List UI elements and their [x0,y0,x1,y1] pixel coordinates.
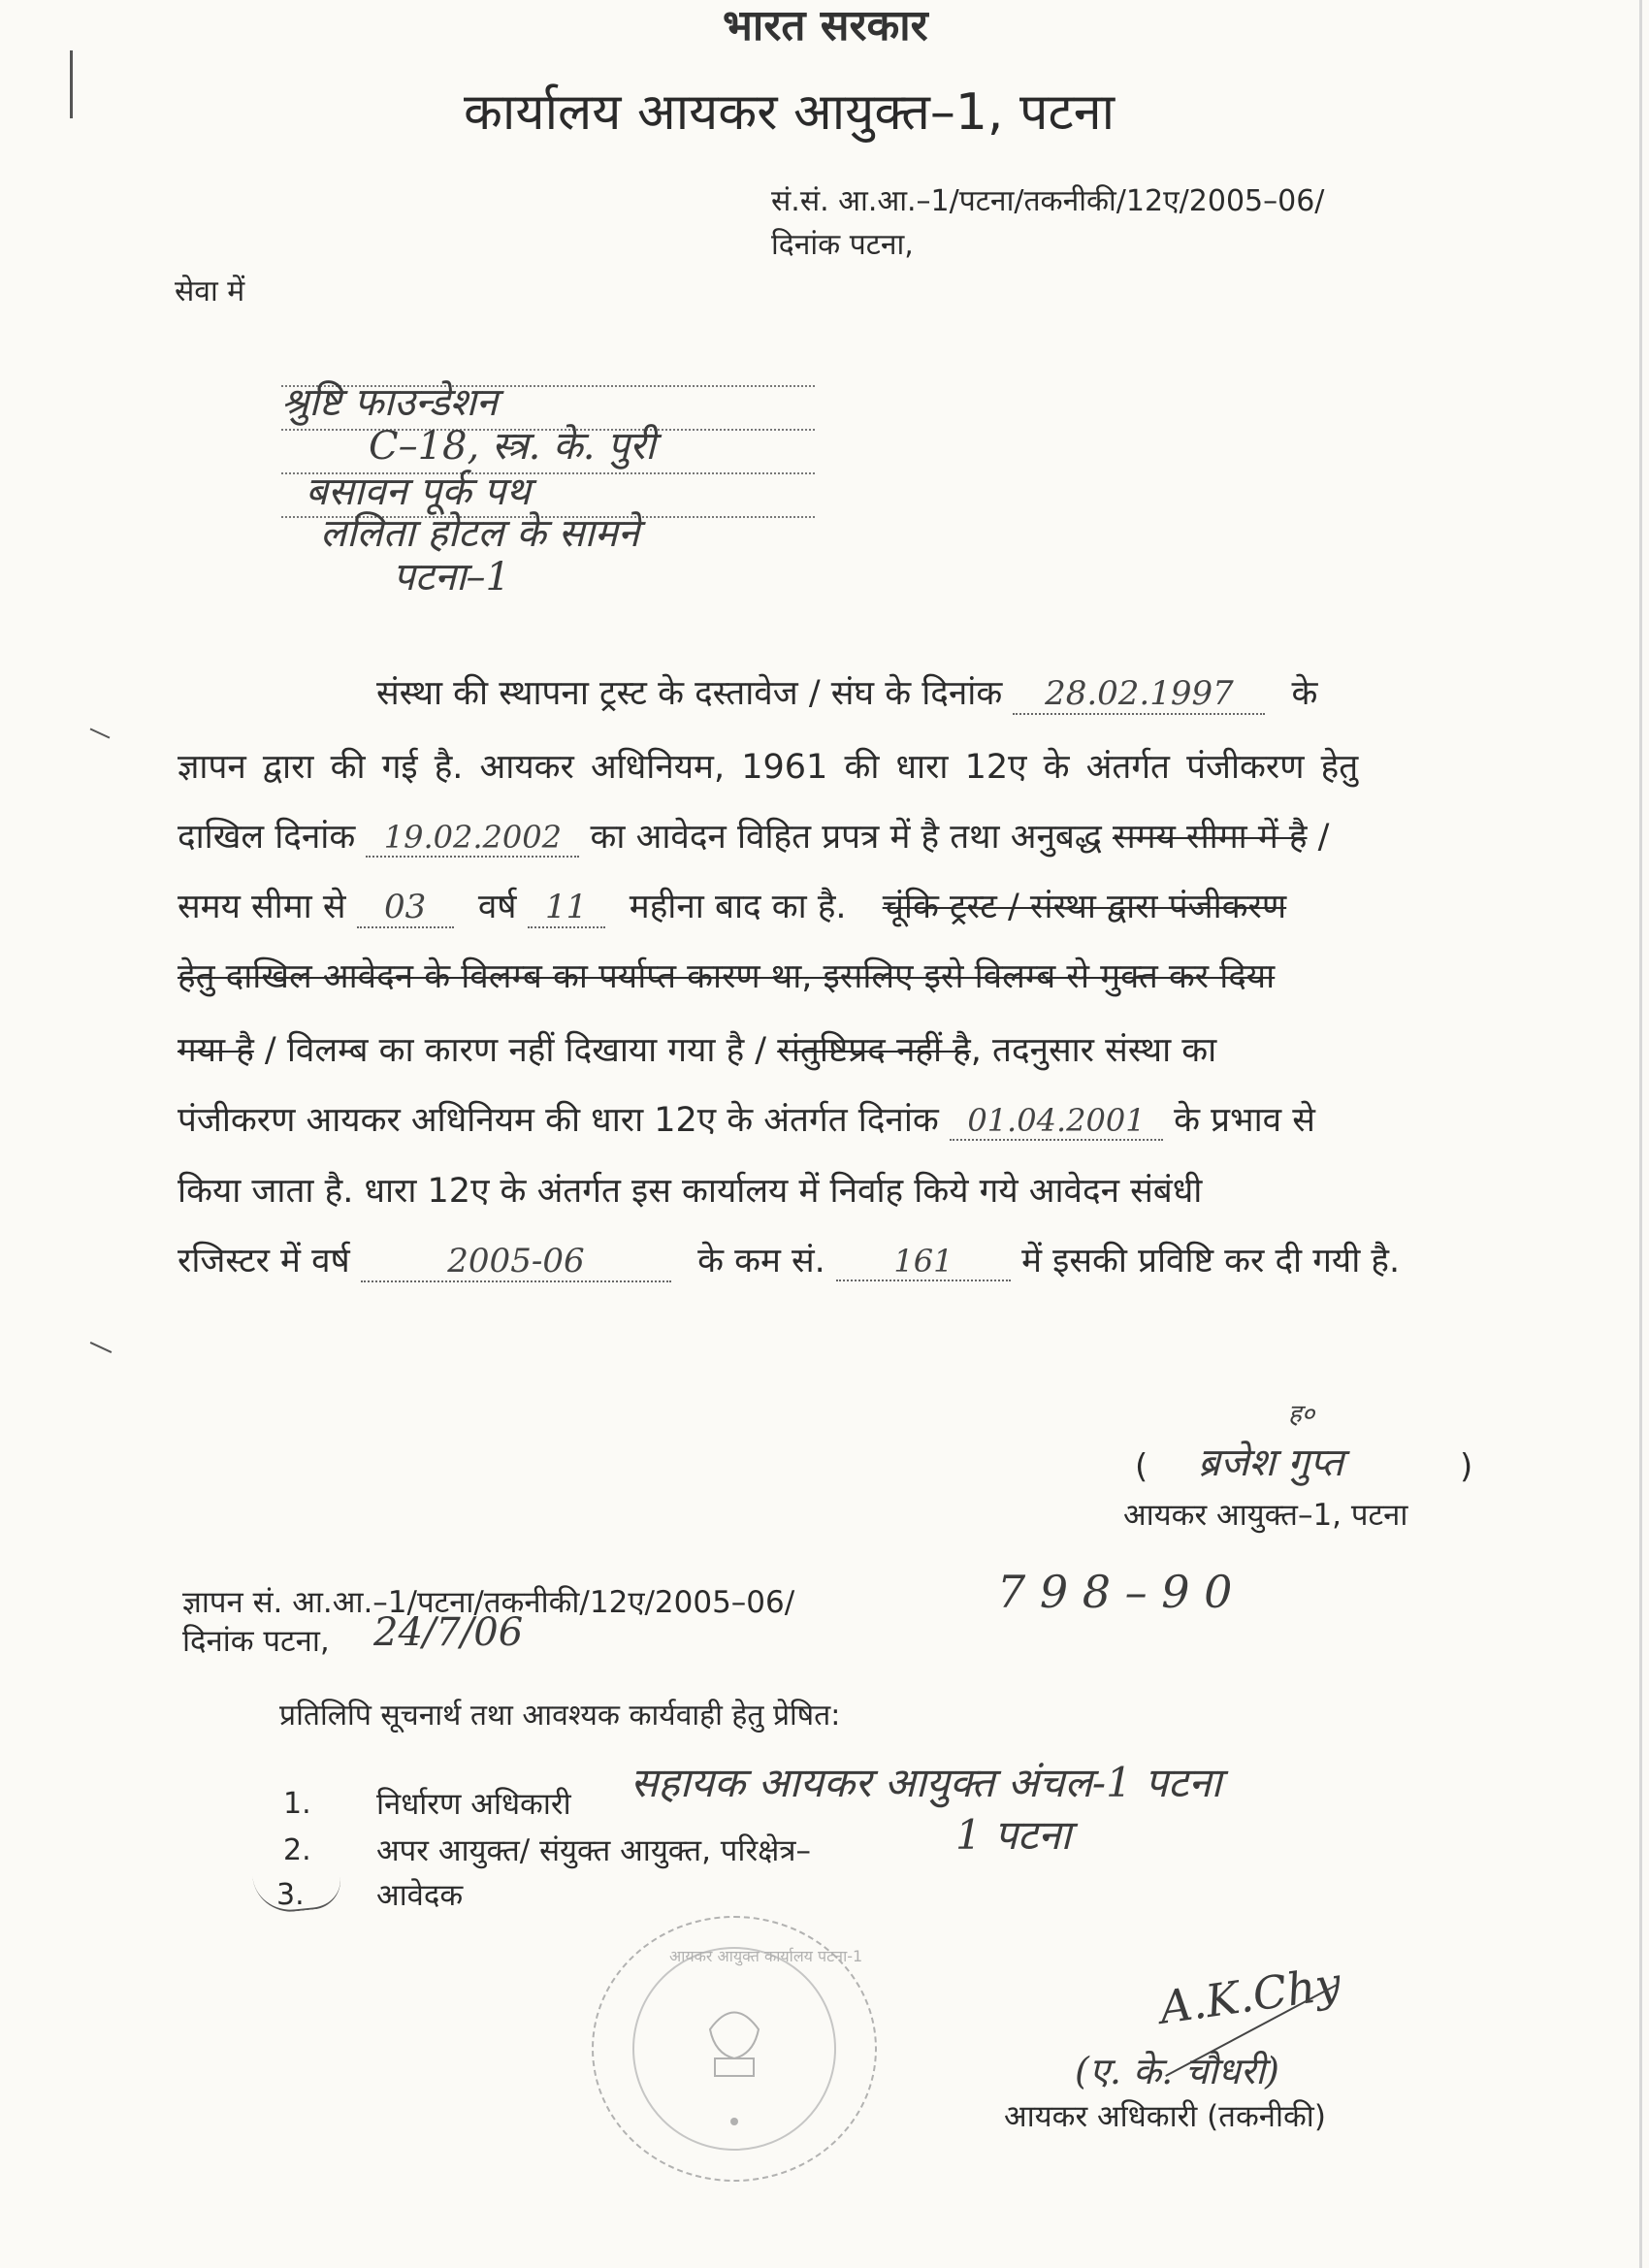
official-seal [592,1916,877,2182]
commissioner-signature-name: ब्रजेश गुप्त [1198,1441,1344,1485]
reference-date-label: दिनांक पटना, [771,228,914,262]
effect-date-field: 01.04.2001 [950,1102,1163,1141]
officer-signature-name: (ए. के. चौधरी) [1075,2050,1279,2092]
body-text: के प्रभाव से [1174,1101,1315,1140]
body-line-8: किया जाता है. धारा 12ए के अंतर्गत इस कार्यालय में निर्वाह किये गये आवेदन संबंधी [178,1172,1203,1211]
officer-initials: A.K.Chy [1156,1957,1344,2034]
copy-item-text: अपर आयुक्त/ संयुक्त आयुक्त, परिक्षेत्र– [376,1833,811,1868]
body-text: समय सीमा से [178,888,346,926]
delay-months-field: 11 [528,888,605,928]
serial-number-field: 161 [836,1243,1011,1281]
copy-item-scribble [252,1865,343,1915]
seal-text: आयकर आयुक्त कार्यालय पटना-1 [669,1947,863,1965]
body-line-9 [178,1237,1400,1282]
body-text: का आवेदन विहित प्रपत्र में है तथा अनुबद्ध [590,818,1102,857]
address-block [281,373,824,606]
copy-item-handwritten: 1 पटना [955,1811,1072,1859]
body-line-5: हेतु दाखिल आवेदन के विलम्ब का पर्याप्त कारण था, इसलिए इसे विलम्ब से मुक्त कर दिया [178,957,1276,996]
govt-title: भारत सरकार [723,1,928,50]
address-line: ललिता होटल के सामने [320,511,640,556]
body-text: वर्ष [477,888,517,926]
salutation: सेवा में [175,275,245,308]
officer-designation: आयकर अधिकारी (तकनीकी) [1004,2099,1326,2134]
body-text: दाखिल दिनांक [178,818,356,857]
copy-forward-line: प्रतिलिपि सूचनार्थ तथा आवश्यक कार्यवाही हेतु प्रेषित: [279,1699,841,1733]
struck-text: संतुष्टिप्रद नहीं है [777,1031,971,1070]
body-text: में इसकी प्रविष्टि कर दी गयी है. [1021,1242,1401,1280]
body-line-4 [178,883,1286,928]
scan-mark-left [70,50,73,118]
copy-item-number: 2. [283,1833,311,1867]
address-line: श्रुष्टि फाउन्डेशन [281,380,498,425]
signature-sd: ह० [1288,1400,1315,1429]
body-text: , तदनुसार संस्था का [970,1031,1217,1070]
copy-item-handwritten: सहायक आयकर आयुक्त अंचल-1 पटना [630,1759,1222,1806]
memo-number-handwritten: 7 9 8 – 9 0 [997,1566,1233,1618]
memo-date-label: दिनांक पटना, [182,1624,330,1659]
copy-item-text: आवेदक [376,1878,464,1913]
body-line-3 [178,813,1329,859]
commissioner-designation: आयकर आयुक्त–1, पटना [1123,1498,1408,1533]
scan-mark-small-2 [90,1342,113,1353]
memo-date-handwritten: 24/7/06 [373,1610,524,1655]
scan-edge-right [1639,0,1642,2268]
delay-years-field: 03 [357,888,454,928]
filing-date-field: 19.02.2002 [366,819,579,858]
struck-text: समय सीमा में है [1112,818,1308,857]
scan-mark-small [90,728,111,738]
copy-item-number: 3. [276,1878,305,1912]
address-line: पटना–1 [393,555,510,599]
register-year-field: 2005-06 [361,1242,671,1282]
memo-number: ज्ञापन सं. आ.आ.–1/पटना/तकनीकी/12ए/2005–06/ [182,1585,795,1620]
body-line-6 [178,1026,1216,1072]
office-title: कार्यालय आयकर आयुक्त–1, पटना [464,83,1116,142]
body-text: के कम सं. [697,1242,825,1280]
reference-number: सं.सं. आ.आ.–1/पटना/तकनीकी/12ए/2005–06/ [771,184,1325,218]
signature-paren-close: ) [1460,1447,1473,1486]
trust-date-field: 28.02.1997 [1013,674,1265,715]
body-line-7 [178,1096,1315,1142]
body-text: रजिस्टर में वर्ष [178,1242,350,1280]
body-text: / विलम्ब का कारण नहीं दिखाया गया है / [264,1031,767,1070]
body-text: महीना बाद का है. [629,888,847,926]
body-text: के [1291,674,1318,713]
signature-paren-open: ( [1135,1447,1148,1486]
body-line-1 [376,669,1317,715]
body-text: संस्था की स्थापना ट्रस्ट के दस्तावेज / संघ के दिनांक [376,674,1003,713]
struck-text: चूंकि ट्रस्ट / संस्था द्वारा पंजीकरण [882,888,1287,926]
address-line: बसावन पूर्क पथ [306,470,531,514]
copy-item-number: 1. [283,1787,311,1821]
address-line: C–18, स्त्र. के. पुरी [369,424,656,469]
copy-item-text: निर्धारण अधिकारी [376,1787,571,1822]
body-text: / [1317,818,1330,857]
body-text: पंजीकरण आयकर अधिनियम की धारा 12ए के अंतर्गत दिनांक [178,1101,939,1140]
body-line-2: ज्ञापन द्वारा की गई है. आयकर अधिनियम, 1961 की धारा 12ए के अंतर्गत पंजीकरण हेतु [178,748,1359,787]
struck-text: गया है [178,1031,254,1070]
